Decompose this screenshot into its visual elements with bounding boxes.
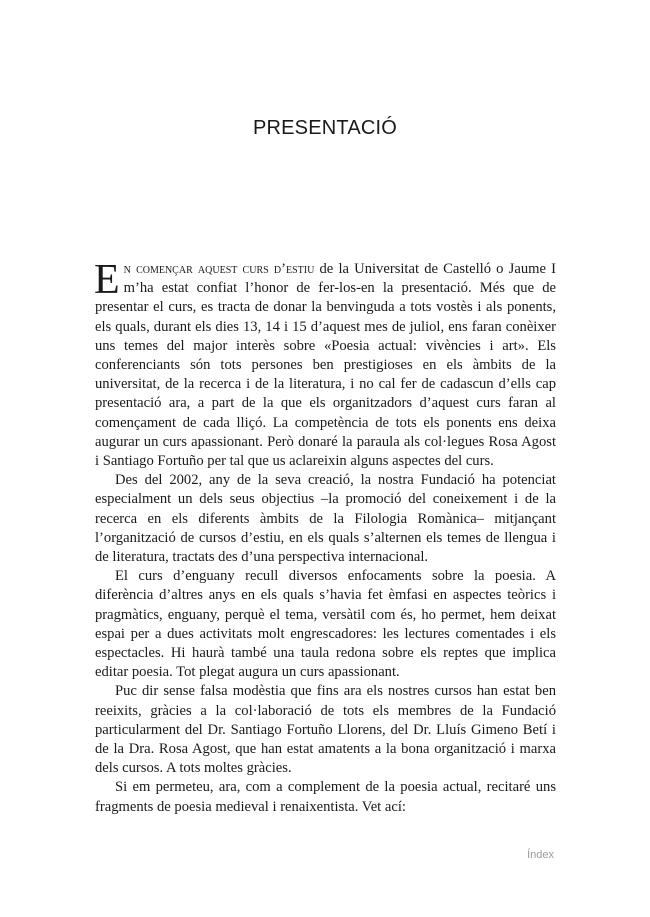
paragraph-1-text: de la Universitat de Castelló o Jaume I m’ha estat confiat l’honor de fer-los-en la presentació. Més que de presentar el curs, es tracta de donar la benvinguda a tots vostès i als ponents, els quals, durant els dies 13, 14 i 15 d’aquest mes de juliol, ens faran conèixer uns temes del major interès sobre «Poesia actual: vivències i art». Els conferenciants són tots persones ben prestigioses en els àmbits de la universitat, de la recerca i de la literatura, i no cal fer de cadascun d’ells cap presentació ara, a part de la que els organitzadors d’aquest curs faran al començament de cada lliçó. La competència de tots els ponents ens deixa augurar un curs apassionant. Però donaré la paraula als col·legues Rosa Agost i Santiago Fortuño per tal que us aclareixin alguns aspectes del curs.	[95, 261, 557, 470]
paragraph-2: Des del 2002, any de la seva creació, la nostra Fundació ha potenciat especialment un dels seus objectius –la promoció del coneixement i de la recerca en els diferents àmbits de la Filologia Romànica– mitjançant l’organització de cursos d’estiu, en els quals s’alternen els temes de llengua i de literatura, tractats des d’una perspectiva internacional.	[95, 472, 556, 566]
opening-smallcaps: n començar aquest curs d’estiu	[123, 261, 315, 277]
paragraph-4: Puc dir sense falsa modèstia que fins ara els nostres cursos han estat ben reeixits, gràcies a la col·laboració de tots els membres de la Fundació particularment del Dr. Santiago Fortuño Llorens, del Dr. Lluís Gimeno Betí i de la Dra. Rosa Agost, que han estat amatents a la bona organització i marxa dels cursos. A tots moltes gràcies.	[95, 683, 556, 777]
page-title: PRESENTACIÓ	[252, 117, 398, 139]
index-link[interactable]: Índex	[527, 849, 554, 861]
paragraph-3: El curs d’enguany recull diversos enfocaments sobre la poesia. A diferència d’altres anys en els quals s’havia fet èmfasi en aspectes teòrics i pragmàtics, enguany, perquè el tema, versàtil com és, ho permet, hem deixat espai per a dues activitats molt engrescadores: les lectures comentades i els espectacles. Hi haurà també una taula redona sobre els reptes que implica editar poesia. Tot plegat augura un curs apassionant.	[95, 568, 556, 681]
paragraph-1	[94, 257, 557, 471]
body-text	[94, 257, 557, 817]
drop-cap: E	[94, 257, 120, 303]
paragraph-5: Si em permeteu, ara, com a complement de la poesia actual, recitaré uns fragments de poesia medieval i renaixentista. Vet ací:	[95, 779, 556, 815]
